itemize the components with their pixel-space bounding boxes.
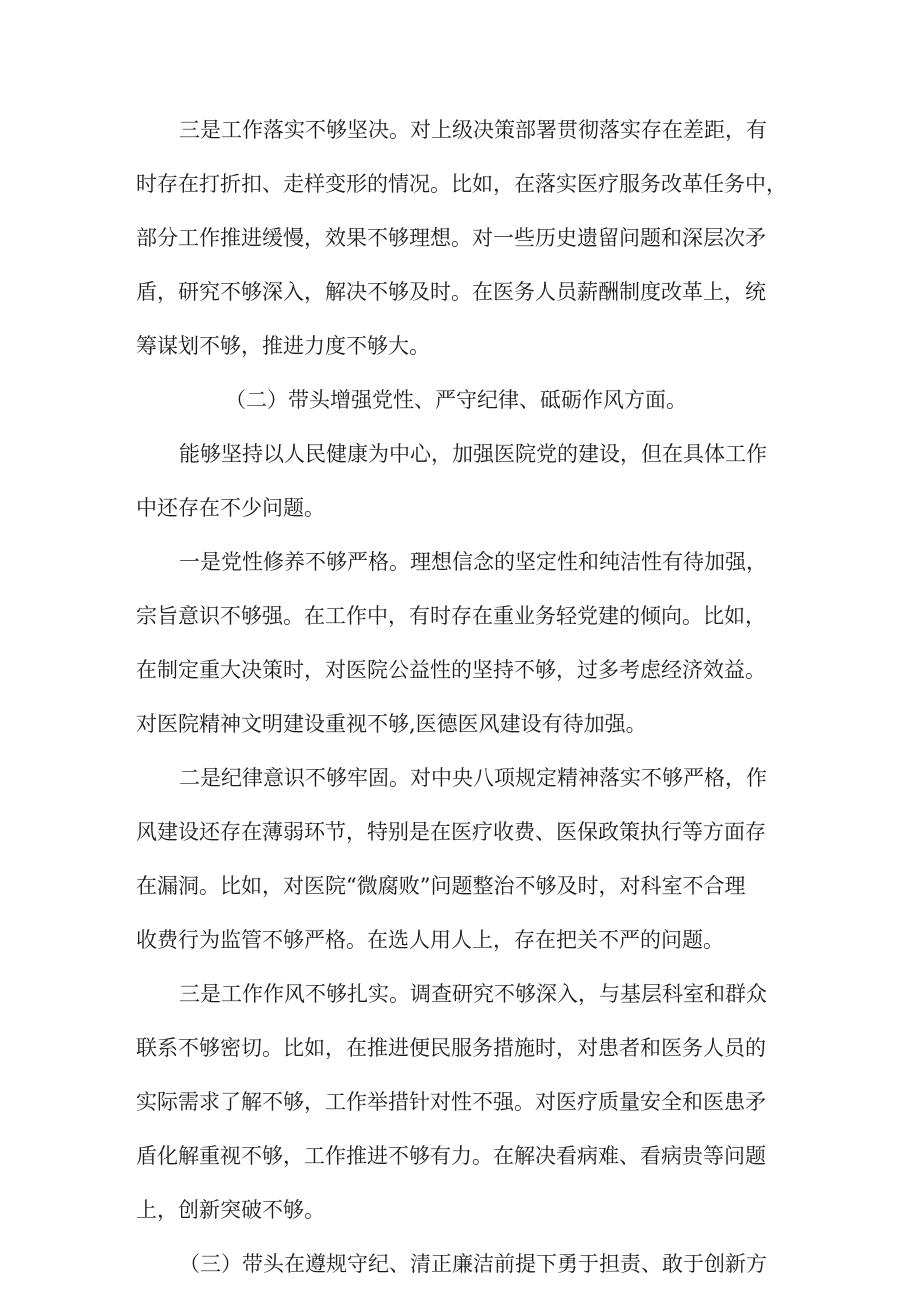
text-line: 三是工作作风不够扎实。调查研究不够深入，与基层科室和群众 <box>179 982 767 1006</box>
text-line: 一是党性修养不够严格。理想信念的坚定性和纯洁性有待加强， <box>179 550 767 574</box>
text-line: 部分工作推进缓慢，效果不够理想。对一些历史遗留问题和深层次矛 <box>136 226 766 250</box>
text-line: 风建设还存在薄弱环节，特别是在医疗收费、医保政策执行等方面存 <box>136 820 766 844</box>
text-line: 筹谋划不够，推进力度不够大。 <box>136 334 430 358</box>
text-line: 在漏洞。比如，对医院“微腐败”问题整治不够及时，对科室不合理 <box>136 874 746 898</box>
text-line: 联系不够密切。比如，在推进便民服务措施时，对患者和医务人员的 <box>136 1036 766 1060</box>
text-line: 在制定重大决策时，对医院公益性的坚持不够，过多考虑经济效益。 <box>136 658 766 682</box>
text-line: 能够坚持以人民健康为中心，加强医院党的建设，但在具体工作 <box>179 442 767 466</box>
section-heading: （二）带头增强党性、严守纪律、砥砺作风方面。 <box>225 388 687 412</box>
text-line: 三是工作落实不够坚决。对上级决策部署贯彻落实存在差距，有 <box>179 118 767 142</box>
text-line: 宗旨意识不够强。在工作中，有时存在重业务轻党建的倾向。比如， <box>136 604 766 628</box>
text-line: 时存在打折扣、走样变形的情况。比如，在落实医疗服务改革任务中， <box>136 172 787 196</box>
text-line: 盾化解重视不够，工作推进不够有力。在解决看病难、看病贵等问题 <box>136 1144 766 1168</box>
text-line: 上，创新突破不够。 <box>136 1198 325 1222</box>
text-line: 中还存在不少问题。 <box>136 496 325 520</box>
text-line: 对医院精神文明建设重视不够,医德医风建设有待加强。 <box>136 712 647 736</box>
text-line: 盾，研究不够深入，解决不够及时。在医务人员薪酬制度改革上，统 <box>136 280 766 304</box>
text-line: 收费行为监管不够严格。在选人用人上，存在把关不严的问题。 <box>136 928 724 952</box>
text-line: 实际需求了解不够，工作举措针对性不强。对医疗质量安全和医患矛 <box>136 1090 766 1114</box>
text-line: 二是纪律意识不够牢固。对中央八项规定精神落实不够严格，作 <box>179 766 767 790</box>
section-heading: （三）带头在遵规守纪、清正廉洁前提下勇于担责、敢于创新方 <box>179 1252 767 1276</box>
